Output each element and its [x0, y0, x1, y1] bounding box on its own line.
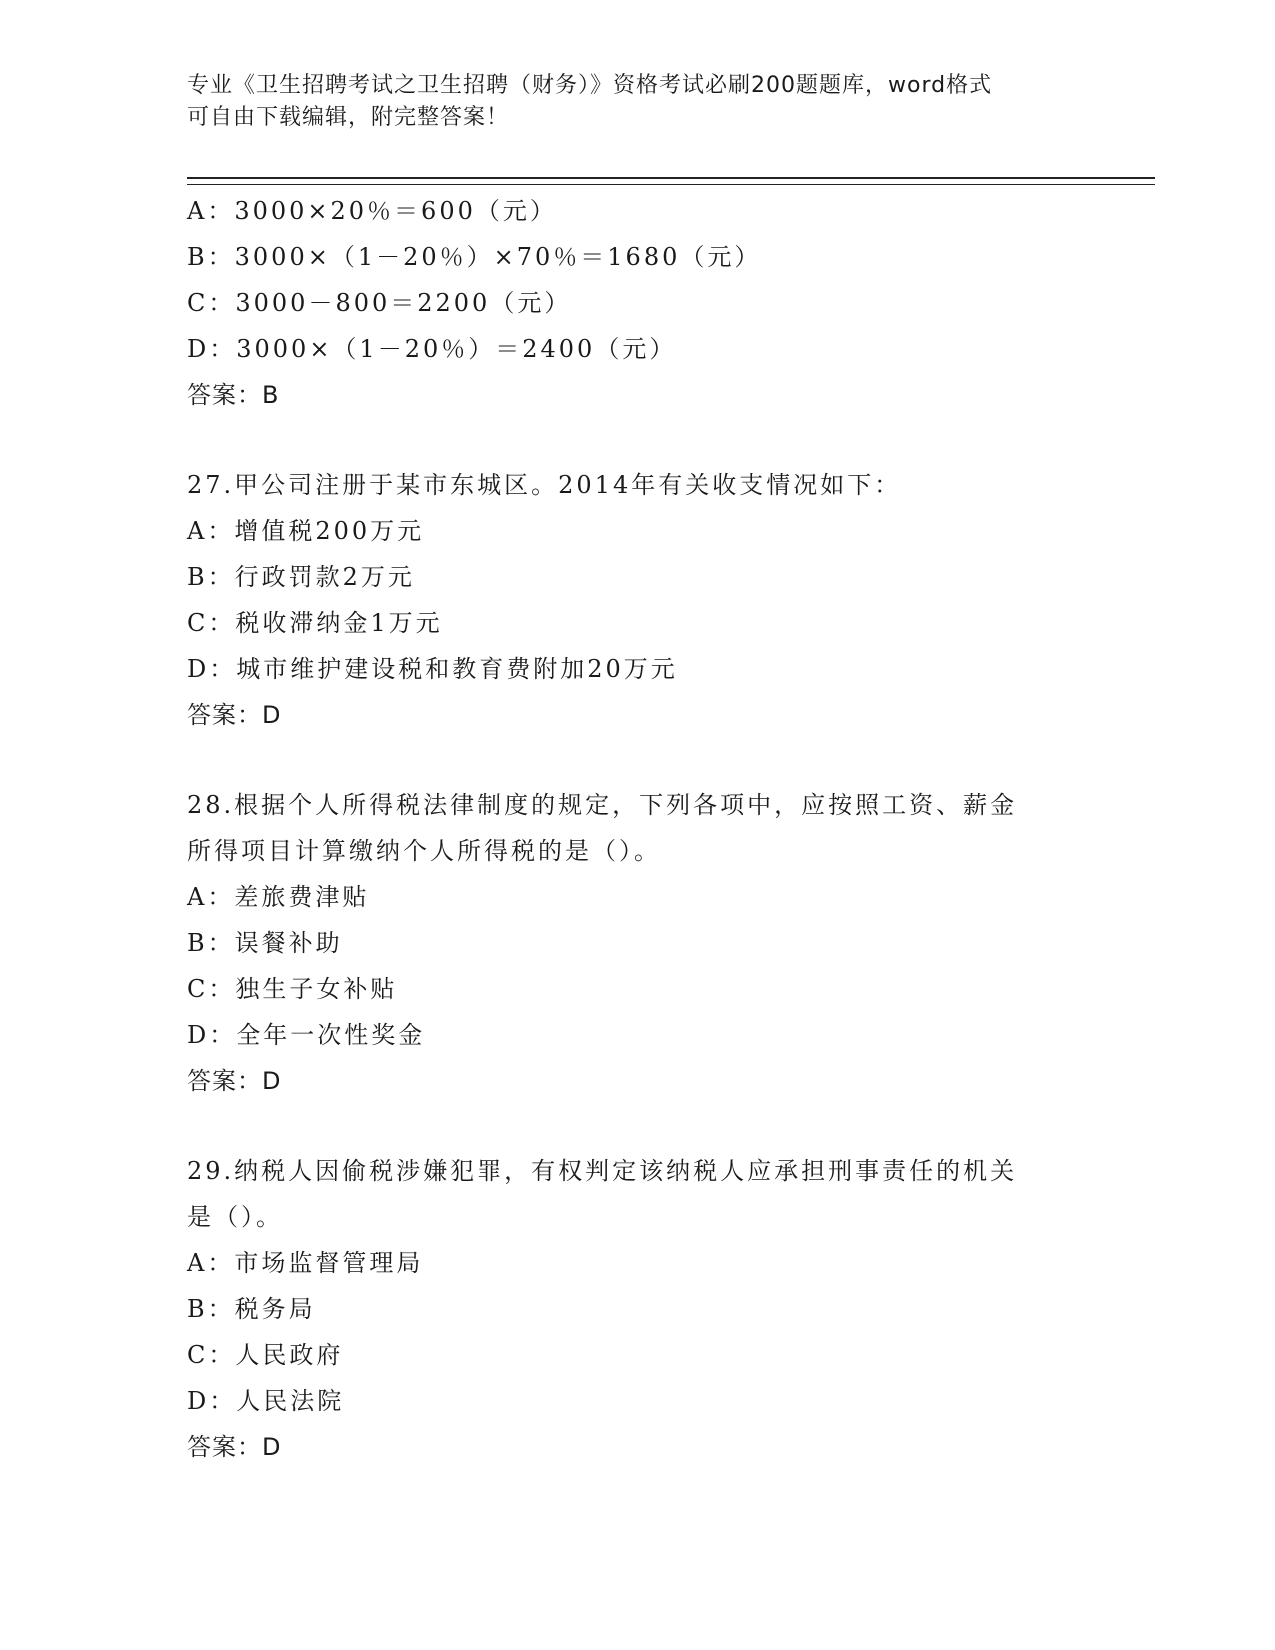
option-c: C：独生子女补贴	[187, 975, 398, 1003]
question-stem: 27.甲公司注册于某市东城区。2014年有关收支情况如下：	[187, 471, 902, 499]
spacer	[187, 418, 1087, 462]
question-26-block	[187, 188, 1087, 418]
answer-label: 答案：D	[187, 1067, 282, 1095]
spacer	[187, 1104, 1087, 1148]
header-divider	[187, 177, 1155, 185]
document-body	[187, 188, 1087, 1470]
question-stem-line-2: 所得项目计算缴纳个人所得税的是（）。	[187, 837, 661, 865]
option-a: A：差旅费津贴	[187, 883, 370, 911]
option-c: C：税收滞纳金1万元	[187, 609, 443, 637]
option-d: D：人民法院	[187, 1387, 345, 1415]
option-b: B：3000×（1－20％）×70％＝1680（元）	[187, 243, 762, 271]
option-b: B：误餐补助	[187, 929, 343, 957]
question-stem-line-1: 29.纳税人因偷税涉嫌犯罪，有权判定该纳税人应承担刑事责任的机关	[187, 1157, 1018, 1185]
option-b: B：税务局	[187, 1295, 316, 1323]
question-27-block	[187, 462, 1087, 738]
option-c: C：3000－800＝2200（元）	[187, 289, 572, 317]
option-b: B：行政罚款2万元	[187, 563, 415, 591]
answer-label: 答案：B	[187, 381, 280, 409]
option-d: D：3000×（1－20％）＝2400（元）	[187, 335, 677, 363]
option-a: A：增值税200万元	[187, 517, 425, 545]
question-28-block	[187, 782, 1087, 1104]
header-line-2: 可自由下载编辑，附完整答案！	[187, 105, 510, 130]
page-header	[187, 70, 1067, 134]
header-line-1: 专业《卫生招聘考试之卫生招聘（财务）》资格考试必刷200题题库，word格式	[187, 73, 993, 98]
question-stem-line-2: 是（）。	[187, 1203, 283, 1231]
option-a: A：3000×20％＝600（元）	[187, 197, 557, 225]
question-stem-line-1: 28.根据个人所得税法律制度的规定，下列各项中，应按照工资、薪金	[187, 791, 1018, 819]
answer-label: 答案：D	[187, 1433, 282, 1461]
option-c: C：人民政府	[187, 1341, 344, 1369]
option-d: D：城市维护建设税和教育费附加20万元	[187, 655, 678, 683]
option-a: A：市场监督管理局	[187, 1249, 424, 1277]
answer-label: 答案：D	[187, 701, 282, 729]
question-29-block	[187, 1148, 1087, 1470]
spacer	[187, 738, 1087, 782]
option-d: D：全年一次性奖金	[187, 1021, 426, 1049]
